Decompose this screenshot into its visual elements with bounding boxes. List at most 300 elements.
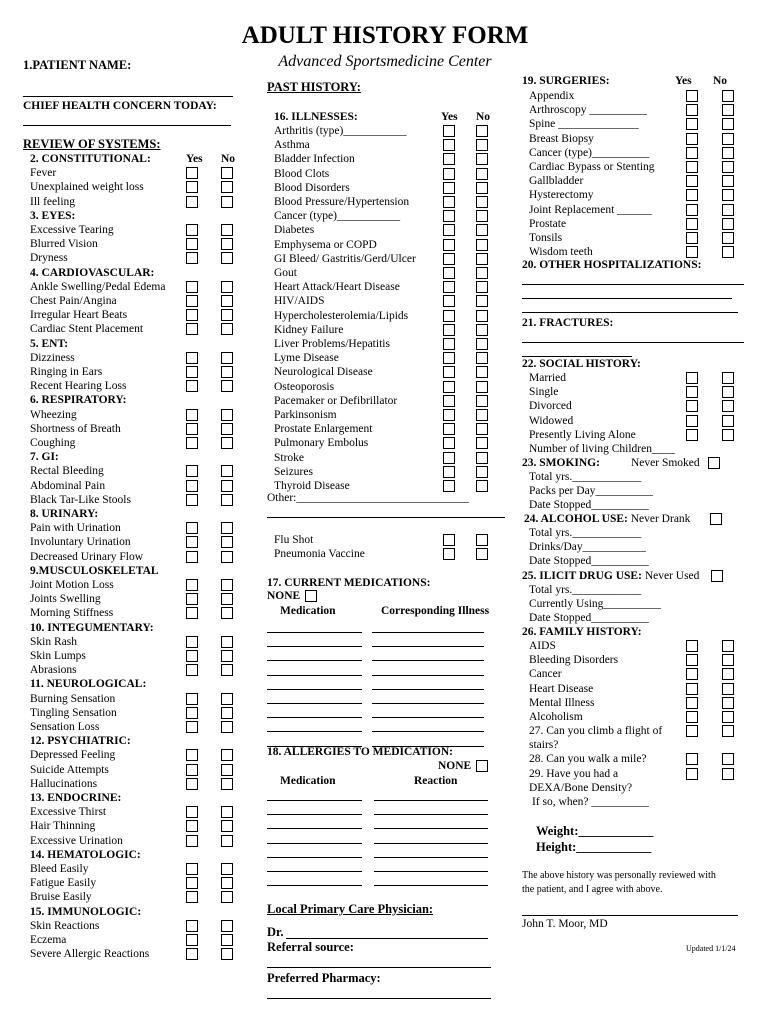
ros-item-label: Fatigue Easily (30, 877, 97, 890)
referral-field[interactable] (267, 967, 491, 968)
ros-yes-checkbox[interactable] (186, 891, 198, 903)
illness-no-checkbox[interactable] (476, 153, 488, 165)
allergy-reaction-field[interactable] (374, 871, 488, 872)
ros-yes-checkbox[interactable] (186, 721, 198, 733)
surgery-yes-checkbox[interactable] (686, 147, 698, 159)
pharmacy-field[interactable] (267, 998, 491, 999)
ros-yes-checkbox[interactable] (186, 764, 198, 776)
ros-item-label: Dizziness (30, 351, 75, 364)
family-item-label: Heart Disease (529, 682, 594, 695)
medication-illness-field[interactable] (372, 717, 484, 718)
illness-yes-checkbox[interactable] (443, 409, 455, 421)
ros-section-heading: 2. CONSTITUTIONAL: (30, 153, 151, 165)
ros-no-checkbox[interactable] (221, 238, 233, 250)
ros-no-checkbox[interactable] (221, 323, 233, 335)
surgery-no-checkbox[interactable] (722, 90, 734, 102)
medication-col-header: Medication (280, 605, 336, 617)
weight-field[interactable]: Weight:____________ (536, 824, 654, 838)
ros-no-checkbox[interactable] (221, 891, 233, 903)
surgery-no-checkbox[interactable] (722, 118, 734, 130)
ros-no-checkbox[interactable] (221, 820, 233, 832)
family-no-checkbox[interactable] (722, 711, 734, 723)
surgery-no-checkbox[interactable] (722, 218, 734, 230)
q29-no-checkbox[interactable] (722, 768, 734, 780)
patient-name-field[interactable] (23, 96, 233, 97)
other-illness-line2[interactable] (267, 517, 505, 518)
illness-yes-checkbox[interactable] (443, 267, 455, 279)
other-illness-field[interactable]: Other:______________________________ (267, 492, 469, 504)
ros-item-label: Tingling Sensation (30, 706, 117, 719)
ros-no-checkbox[interactable] (221, 920, 233, 932)
ros-no-checkbox[interactable] (221, 167, 233, 179)
ros-yes-checkbox[interactable] (186, 494, 198, 506)
updated-date: Updated 1/1/24 (686, 944, 736, 953)
q28-yes-checkbox[interactable] (686, 753, 698, 765)
illness-yes-checkbox[interactable] (443, 253, 455, 265)
surgery-yes-checkbox[interactable] (686, 246, 698, 258)
social-option-checkbox[interactable] (686, 372, 698, 384)
meds-none-checkbox[interactable] (305, 590, 317, 602)
surgery-no-checkbox[interactable] (722, 204, 734, 216)
ros-yes-checkbox[interactable] (186, 196, 198, 208)
ros-section-heading: 10. INTEGUMENTARY: (30, 621, 154, 634)
illness-no-checkbox[interactable] (476, 139, 488, 151)
ros-no-checkbox[interactable] (221, 409, 233, 421)
surgery-no-checkbox[interactable] (722, 246, 734, 258)
illness-item-label: Emphysema or COPD (274, 238, 377, 251)
illness-item-label: Prostate Enlargement (274, 423, 373, 436)
referral-label: Referral source: (267, 940, 354, 954)
alcohol-heading: 24. ALCOHOL USE: (524, 513, 628, 525)
ros-yes-checkbox[interactable] (186, 181, 198, 193)
illness-yes-checkbox[interactable] (443, 338, 455, 350)
surgery-yes-checkbox[interactable] (686, 218, 698, 230)
ros-no-checkbox[interactable] (221, 636, 233, 648)
allergy-medication-field[interactable] (267, 843, 362, 844)
ros-no-checkbox[interactable] (221, 749, 233, 761)
illness-no-checkbox[interactable] (476, 210, 488, 222)
ros-yes-checkbox[interactable] (186, 650, 198, 662)
illness-yes-checkbox[interactable] (443, 182, 455, 194)
ros-item-label: Irregular Heart Beats (30, 309, 128, 322)
medication-name-field[interactable] (267, 646, 362, 647)
medication-name-field[interactable] (267, 703, 362, 704)
illness-yes-checkbox[interactable] (443, 168, 455, 180)
other-hosp-line1[interactable] (522, 284, 744, 285)
allergy-none-checkbox[interactable] (476, 760, 488, 772)
ros-no-checkbox[interactable] (221, 181, 233, 193)
alcohol-rows-field[interactable]: Drinks/Day___________ (529, 541, 646, 554)
illness-no-checkbox[interactable] (476, 423, 488, 435)
illness-yes-checkbox[interactable] (443, 310, 455, 322)
family-no-checkbox[interactable] (722, 683, 734, 695)
ros-no-checkbox[interactable] (221, 579, 233, 591)
illness-yes-checkbox[interactable] (443, 295, 455, 307)
social-option-checkbox[interactable] (722, 429, 734, 441)
ros-yes-checkbox[interactable] (186, 820, 198, 832)
ros-yes-checkbox[interactable] (186, 295, 198, 307)
illness-no-checkbox[interactable] (476, 452, 488, 464)
never-smoked-checkbox[interactable] (708, 457, 720, 469)
ros-yes-checkbox[interactable] (186, 252, 198, 264)
surgery-no-checkbox[interactable] (722, 189, 734, 201)
smoke-rows-field[interactable]: Packs per Day__________ (529, 485, 653, 498)
ros-no-checkbox[interactable] (221, 877, 233, 889)
social-option-checkbox[interactable] (722, 415, 734, 427)
drug-rows-field[interactable]: Total yrs.____________ (529, 584, 642, 596)
illness-yes-checkbox[interactable] (443, 437, 455, 449)
ros-no-checkbox[interactable] (221, 224, 233, 236)
ros-yes-checkbox[interactable] (186, 934, 198, 946)
medication-illness-field[interactable] (372, 660, 484, 661)
physician-name: John T. Moor, MD (522, 918, 608, 930)
medication-illness-field[interactable] (372, 646, 484, 647)
ros-no-checkbox[interactable] (221, 196, 233, 208)
medication-illness-field[interactable] (372, 675, 484, 676)
illness-yes-checkbox[interactable] (443, 452, 455, 464)
medication-name-field[interactable] (267, 675, 362, 676)
ros-item-label: Skin Reactions (30, 919, 100, 932)
illness-no-checkbox[interactable] (476, 182, 488, 194)
illness-no-checkbox[interactable] (476, 366, 488, 378)
social-option-checkbox[interactable] (686, 386, 698, 398)
illness-item-label: Stroke (274, 451, 305, 464)
illness-yes-checkbox[interactable] (443, 395, 455, 407)
ros-yes-checkbox[interactable] (186, 352, 198, 364)
ros-item-label: Depressed Feeling (30, 749, 116, 762)
ros-no-checkbox[interactable] (221, 480, 233, 492)
surgery-yes-checkbox[interactable] (686, 118, 698, 130)
social-option-checkbox[interactable] (722, 386, 734, 398)
smoke-rows-field[interactable]: Date Stopped__________ (529, 499, 649, 512)
ros-yes-checkbox[interactable] (186, 806, 198, 818)
surgery-no-checkbox[interactable] (722, 161, 734, 173)
ros-yes-checkbox[interactable] (186, 948, 198, 960)
illness-yes-checkbox[interactable] (443, 423, 455, 435)
ros-yes-checkbox[interactable] (186, 281, 198, 293)
ros-yes-checkbox[interactable] (186, 579, 198, 591)
medication-illness-field[interactable] (372, 632, 484, 633)
medication-illness-field[interactable] (372, 703, 484, 704)
allergy-medication-field[interactable] (267, 857, 362, 858)
ros-yes-checkbox[interactable] (186, 920, 198, 932)
children-field[interactable]: Number of living Children____ (529, 443, 675, 455)
alcohol-rows-field[interactable]: Total yrs.____________ (529, 527, 642, 539)
illness-yes-checkbox[interactable] (443, 352, 455, 364)
ros-item-label: Cardiac Stent Placement (30, 323, 144, 336)
family-no-checkbox[interactable] (722, 697, 734, 709)
surgery-yes-checkbox[interactable] (686, 189, 698, 201)
illness-no-checkbox[interactable] (476, 437, 488, 449)
drug-rows-field[interactable]: Currently Using__________ (529, 598, 661, 611)
ros-no-checkbox[interactable] (221, 650, 233, 662)
alcohol-rows-field[interactable]: Date Stopped__________ (529, 555, 649, 568)
medication-name-field[interactable] (267, 660, 362, 661)
ros-no-checkbox[interactable] (221, 693, 233, 705)
ros-item-label: Chest Pain/Angina (30, 295, 117, 307)
q29-yes-checkbox[interactable] (686, 768, 698, 780)
surgery-item-label: Cancer (type)__________ (529, 146, 650, 159)
illness-yes-checkbox[interactable] (443, 210, 455, 222)
q29-when-field[interactable]: If so, when? __________ (532, 796, 649, 808)
ros-yes-checkbox[interactable] (186, 224, 198, 236)
ros-no-checkbox[interactable] (221, 536, 233, 548)
family-yes-checkbox[interactable] (686, 668, 698, 680)
illness-no-checkbox[interactable] (476, 381, 488, 393)
illness-no-checkbox[interactable] (476, 480, 488, 492)
illness-no-checkbox[interactable] (476, 125, 488, 137)
ros-no-checkbox[interactable] (221, 295, 233, 307)
ros-yes-checkbox[interactable] (186, 437, 198, 449)
social-option-checkbox[interactable] (686, 400, 698, 412)
allergy-reaction-field[interactable] (374, 828, 488, 829)
ros-no-checkbox[interactable] (221, 465, 233, 477)
family-yes-checkbox[interactable] (686, 640, 698, 652)
ros-item-label: Skin Rash (30, 635, 77, 648)
illness-yes-checkbox[interactable] (443, 381, 455, 393)
illness-item-label: Asthma (274, 139, 310, 152)
allergy-medication-field[interactable] (267, 814, 362, 815)
illness-yes-checkbox[interactable] (443, 196, 455, 208)
surgery-no-checkbox[interactable] (722, 175, 734, 187)
ros-yes-checkbox[interactable] (186, 778, 198, 790)
dr-field[interactable] (286, 938, 488, 939)
medication-illness-field[interactable] (372, 689, 484, 690)
illness-yes-checkbox[interactable] (443, 281, 455, 293)
ros-yes-checkbox[interactable] (186, 309, 198, 321)
ros-yes-checkbox[interactable] (186, 863, 198, 875)
ros-yes-checkbox[interactable] (186, 693, 198, 705)
ros-yes-checkbox[interactable] (186, 480, 198, 492)
ros-item-label: Excessive Thirst (30, 806, 107, 819)
allergy-medication-field[interactable] (267, 828, 362, 829)
ros-heading: REVIEW OF SYSTEMS: (23, 137, 161, 151)
medication-name-field[interactable] (267, 717, 362, 718)
ros-no-checkbox[interactable] (221, 281, 233, 293)
medication-name-field[interactable] (267, 632, 362, 633)
ros-yes-checkbox[interactable] (186, 423, 198, 435)
surgery-item-label: Arthroscopy __________ (529, 104, 647, 117)
family-yes-checkbox[interactable] (686, 683, 698, 695)
illness-yes-checkbox[interactable] (443, 125, 455, 137)
ros-section-heading: 7. GI: (30, 451, 59, 464)
ros-no-checkbox[interactable] (221, 948, 233, 960)
vaccine-no-checkbox[interactable] (476, 534, 488, 546)
ros-item-label: Hair Thinning (30, 820, 96, 833)
allergy-reaction-field[interactable] (374, 885, 488, 886)
illness-no-checkbox[interactable] (476, 352, 488, 364)
other-hosp-line2[interactable] (522, 298, 732, 299)
illness-no-checkbox[interactable] (476, 281, 488, 293)
ros-yes-checkbox[interactable] (186, 877, 198, 889)
signature-line[interactable] (522, 915, 738, 916)
illness-no-checkbox[interactable] (476, 239, 488, 251)
ros-no-checkbox[interactable] (221, 551, 233, 563)
other-hosp-heading: 20. OTHER HOSPITALIZATIONS: (522, 259, 702, 271)
ros-no-checkbox[interactable] (221, 934, 233, 946)
ros-no-checkbox[interactable] (221, 380, 233, 392)
never-used-label: Never Used (644, 570, 700, 582)
ros-no-checkbox[interactable] (221, 494, 233, 506)
height-field[interactable]: Height:____________ (536, 840, 652, 854)
vaccine-yes-checkbox[interactable] (443, 548, 455, 560)
ros-no-checkbox[interactable] (221, 707, 233, 719)
illness-item-label: Diabetes (274, 224, 315, 237)
ros-item-label: Rectal Bleeding (30, 465, 104, 478)
surgery-no-checkbox[interactable] (722, 147, 734, 159)
ros-item-label: Ankle Swelling/Pedal Edema (30, 280, 166, 293)
family-item-label: Bleeding Disorders (529, 654, 619, 667)
ros-yes-checkbox[interactable] (186, 409, 198, 421)
vaccine-no-checkbox[interactable] (476, 548, 488, 560)
ros-no-checkbox[interactable] (221, 778, 233, 790)
ros-yes-checkbox[interactable] (186, 522, 198, 534)
smoke-rows-field[interactable]: Total yrs.____________ (529, 471, 642, 483)
social-option-checkbox[interactable] (686, 429, 698, 441)
illness-no-checkbox[interactable] (476, 224, 488, 236)
illness-no-checkbox[interactable] (476, 395, 488, 407)
q27-yes-checkbox[interactable] (686, 725, 698, 737)
illness-no-checkbox[interactable] (476, 409, 488, 421)
ros-item-label: Hallucinations (30, 777, 98, 790)
allergy-reaction-field[interactable] (374, 857, 488, 858)
never-used-checkbox[interactable] (711, 570, 723, 582)
family-no-checkbox[interactable] (722, 640, 734, 652)
ros-yes-checkbox[interactable] (186, 835, 198, 847)
ros-yes-checkbox[interactable] (186, 593, 198, 605)
illnesses-heading: 16. ILLNESSES: (274, 111, 358, 123)
illness-no-checkbox[interactable] (476, 466, 488, 478)
family-yes-checkbox[interactable] (686, 697, 698, 709)
ros-yes-checkbox[interactable] (186, 380, 198, 392)
ros-no-checkbox[interactable] (221, 721, 233, 733)
ros-yes-checkbox[interactable] (186, 366, 198, 378)
illness-no-checkbox[interactable] (476, 267, 488, 279)
ros-yes-checkbox[interactable] (186, 323, 198, 335)
allergy-medication-field[interactable] (267, 800, 362, 801)
medication-name-field[interactable] (267, 731, 362, 732)
ros-no-checkbox[interactable] (221, 764, 233, 776)
surgery-yes-checkbox[interactable] (686, 133, 698, 145)
ros-yes-checkbox[interactable] (186, 749, 198, 761)
ros-yes-checkbox[interactable] (186, 536, 198, 548)
ros-no-checkbox[interactable] (221, 423, 233, 435)
ros-no-checkbox[interactable] (221, 309, 233, 321)
ros-no-checkbox[interactable] (221, 366, 233, 378)
family-no-checkbox[interactable] (722, 654, 734, 666)
illness-yes-checkbox[interactable] (443, 466, 455, 478)
allergy-reaction-field[interactable] (374, 814, 488, 815)
surgery-no-checkbox[interactable] (722, 133, 734, 145)
ros-no-checkbox[interactable] (221, 806, 233, 818)
ros-yes-checkbox[interactable] (186, 607, 198, 619)
family-no-checkbox[interactable] (722, 668, 734, 680)
family-yes-checkbox[interactable] (686, 711, 698, 723)
ros-item-label: Bleed Easily (30, 863, 89, 875)
medication-illness-field[interactable] (372, 731, 484, 732)
illness-no-checkbox[interactable] (476, 324, 488, 336)
illness-no-checkbox[interactable] (476, 338, 488, 350)
fractures-line1[interactable] (522, 342, 744, 343)
ros-yes-checkbox[interactable] (186, 551, 198, 563)
surgery-item-label: Breast Biopsy (529, 132, 594, 145)
allergy-reaction-field[interactable] (374, 800, 488, 801)
illness-yes-checkbox[interactable] (443, 224, 455, 236)
ros-no-checkbox[interactable] (221, 607, 233, 619)
smoking-row (522, 456, 600, 470)
surgery-yes-checkbox[interactable] (686, 104, 698, 116)
q27-no-checkbox[interactable] (722, 725, 734, 737)
vaccine-yes-checkbox[interactable] (443, 534, 455, 546)
ros-no-checkbox[interactable] (221, 252, 233, 264)
illness-no-checkbox[interactable] (476, 295, 488, 307)
illness-no-checkbox[interactable] (476, 196, 488, 208)
ros-no-checkbox[interactable] (221, 835, 233, 847)
ros-yes-checkbox[interactable] (186, 167, 198, 179)
illness-yes-checkbox[interactable] (443, 324, 455, 336)
surgery-yes-checkbox[interactable] (686, 232, 698, 244)
illness-yes-checkbox[interactable] (443, 139, 455, 151)
illness-item-label: Blood Clots (274, 167, 330, 180)
social-option-checkbox[interactable] (722, 400, 734, 412)
ros-no-checkbox[interactable] (221, 593, 233, 605)
ros-yes-checkbox[interactable] (186, 238, 198, 250)
ros-yes-checkbox[interactable] (186, 707, 198, 719)
illness-no-checkbox[interactable] (476, 310, 488, 322)
social-option-checkbox[interactable] (686, 415, 698, 427)
never-drank-label: Never Drank (630, 513, 691, 525)
medication-name-field[interactable] (267, 689, 362, 690)
ros-item-label: Burning Sensation (30, 692, 116, 705)
surgery-no-checkbox[interactable] (722, 104, 734, 116)
q27-line2: stairs? (529, 739, 559, 751)
chief-concern-field[interactable] (23, 125, 231, 126)
illness-yes-checkbox[interactable] (443, 239, 455, 251)
illness-item-label: Thyroid Disease (274, 480, 350, 492)
ros-no-checkbox[interactable] (221, 863, 233, 875)
q28-no-checkbox[interactable] (722, 753, 734, 765)
surgery-yes-checkbox[interactable] (686, 161, 698, 173)
social-option-checkbox[interactable] (722, 372, 734, 384)
ros-no-checkbox[interactable] (221, 352, 233, 364)
illness-yes-checkbox[interactable] (443, 366, 455, 378)
ros-yes-checkbox[interactable] (186, 664, 198, 676)
allergy-reaction-field[interactable] (374, 843, 488, 844)
ros-no-checkbox[interactable] (221, 522, 233, 534)
family-item-label: AIDS (529, 640, 556, 652)
drug-rows-field[interactable]: Date Stopped__________ (529, 612, 649, 625)
family-yes-checkbox[interactable] (686, 654, 698, 666)
never-drank-checkbox[interactable] (710, 513, 722, 525)
pcp-heading: Local Primary Care Physician: (267, 902, 434, 916)
allergy-medication-field[interactable] (267, 885, 362, 886)
allergy-medication-field[interactable] (267, 871, 362, 872)
other-hosp-line3[interactable] (522, 312, 738, 313)
illness-yes-checkbox[interactable] (443, 153, 455, 165)
surgery-item-label: Appendix (529, 90, 575, 102)
surgery-no-checkbox[interactable] (722, 232, 734, 244)
social-item-label: Widowed (529, 414, 574, 427)
surgery-yes-checkbox[interactable] (686, 204, 698, 216)
illness-no-checkbox[interactable] (476, 168, 488, 180)
ros-yes-checkbox[interactable] (186, 636, 198, 648)
ros-no-checkbox[interactable] (221, 437, 233, 449)
ros-yes-checkbox[interactable] (186, 465, 198, 477)
surgery-yes-checkbox[interactable] (686, 90, 698, 102)
ros-no-checkbox[interactable] (221, 664, 233, 676)
illness-no-checkbox[interactable] (476, 253, 488, 265)
surgery-yes-checkbox[interactable] (686, 175, 698, 187)
